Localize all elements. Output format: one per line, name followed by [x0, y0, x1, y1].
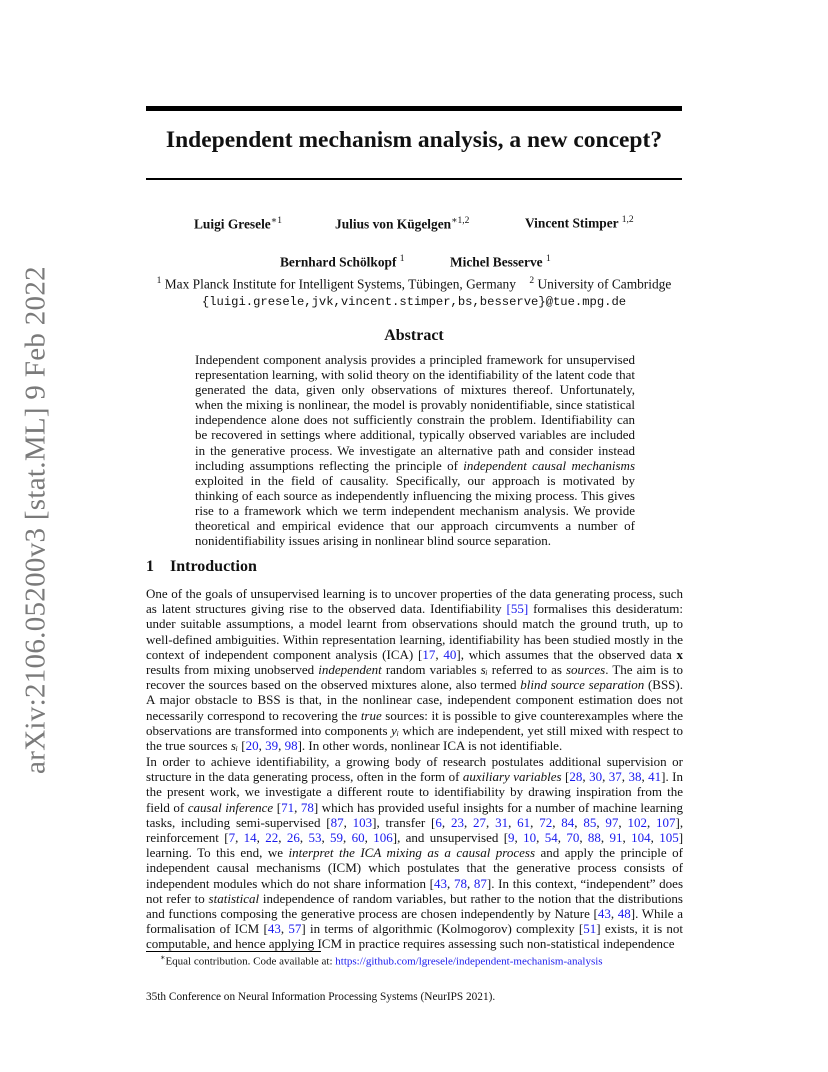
citation-link[interactable]: 14 — [243, 830, 257, 846]
venue-footer: 35th Conference on Neural Information Processing Systems (NeurIPS 2021). — [146, 991, 496, 1003]
citation-link[interactable]: 6 — [435, 814, 442, 830]
citation-link[interactable]: 59 — [330, 830, 344, 846]
emphasis-text: independent — [318, 662, 382, 678]
body-text: , — [530, 814, 540, 830]
emphasis-text: yᵢ — [391, 722, 399, 738]
code-link[interactable]: https://github.com/lgresele/independent-mechanism-analysis — [335, 955, 603, 968]
body-text: [ — [237, 738, 246, 754]
citation-link[interactable]: 22 — [265, 830, 279, 846]
citation-link[interactable]: 78 — [453, 875, 467, 891]
body-text: . The aim is to recover the sources based on the observed mixtures alone, also termed — [146, 662, 683, 693]
author-besserve: Michel Besserve $^1$ — [450, 254, 551, 270]
body-text: , — [650, 830, 660, 846]
citation-link[interactable]: 30 — [589, 769, 603, 785]
body-text: , — [600, 830, 610, 846]
body-text: , — [343, 814, 353, 830]
body-text: , — [364, 830, 374, 846]
body-text: , — [579, 830, 588, 846]
body-text: which are independent, yet still mixed with respect to the true sources — [146, 722, 683, 754]
body-text: , — [466, 875, 474, 891]
citation-link[interactable]: 53 — [308, 830, 322, 846]
intro-paragraph-2 — [146, 754, 683, 952]
body-text: ], transfer [ — [372, 814, 436, 830]
body-text: , — [602, 769, 609, 785]
body-text: formalises this desideratum: under suitable assumptions, a model learnt from observations should match the ground truth, up to well-defined ambiguities. Within representation learning, identifiability has been studied mostly in the context of independent component analysis (ICA) [ — [146, 601, 683, 662]
citation-link[interactable]: 43 — [434, 875, 447, 891]
body-text: , — [596, 814, 606, 830]
body-text: , — [610, 906, 618, 922]
body-text: , — [441, 814, 451, 830]
emphasis-text: interpret the ICA mixing as a causal process — [288, 845, 536, 861]
body-text: ]. In other words, nonlinear ICA is not identifiable. — [297, 738, 563, 754]
body-text: , — [582, 769, 590, 785]
citation-link[interactable]: 43 — [597, 906, 611, 922]
bold-symbol: x — [676, 646, 684, 662]
citation-link[interactable]: 38 — [628, 769, 642, 785]
citation-link[interactable]: 37 — [608, 769, 622, 785]
title-rule-top — [146, 106, 682, 111]
body-text: ] which has provided useful insights for a number of machine learning tasks, including semi-supervised [ — [146, 799, 683, 830]
citation-link[interactable]: 51 — [583, 921, 597, 937]
body-text: ] in terms of algorithmic (Kolmogorov) complexity [ — [301, 921, 584, 937]
body-text: , — [235, 830, 244, 846]
citation-link[interactable]: 39 — [265, 738, 279, 754]
citation-link[interactable]: 87 — [473, 875, 487, 891]
author-scholkopf: Bernhard Schölkopf $^1$ — [280, 254, 405, 270]
citation-link[interactable]: 20 — [245, 738, 259, 754]
body-text: , — [574, 814, 584, 830]
citation-link[interactable]: 27 — [473, 814, 486, 830]
body-text: , — [536, 830, 545, 846]
citation-link[interactable]: 97 — [605, 814, 619, 830]
citation-link[interactable]: 48 — [617, 906, 631, 922]
body-text: (BSS). A major obstacle to BSS is that, in the nonlinear case, independent component estimation does not necessarily correspond to recovering the — [146, 677, 683, 723]
citation-link[interactable]: 54 — [544, 830, 558, 846]
body-text: referred to as — [487, 662, 566, 678]
author-gresele: Luigi Gresele$^{∗1}$ — [194, 216, 282, 232]
citation-link[interactable]: 88 — [587, 830, 601, 846]
citation-link[interactable]: 105 — [659, 830, 679, 846]
body-text: , — [618, 814, 628, 830]
body-text: , — [321, 830, 331, 846]
author-von-kugelgen: Julius von Kügelgen$^{∗1,2}$ — [335, 216, 470, 232]
footnote: ∗Equal contribution. Code available at: https://github.com/lgresele/independent-mechanism-analysis — [160, 953, 603, 968]
body-text: , — [278, 830, 287, 846]
abstract-heading: Abstract — [384, 327, 444, 344]
citation-link[interactable]: 78 — [300, 799, 314, 815]
citation-link[interactable]: 71 — [281, 799, 295, 815]
body-text: In order to achieve identifiability, a growing body of research postulates additional supervision or structure in the data generating process, often in the form of — [146, 754, 683, 785]
body-text: ], which assumes that the observed data — [456, 646, 677, 662]
body-text: ] exists, it is not computable, and hence applying ICM in practice requires assessing such non-statistical independence — [146, 921, 684, 952]
abstract-text: Independent component analysis provides a principled framework for unsupervised representation learning, with solid theory on the identifiability of the latent code that generated the data, given only observations of mixtures thereof. Unfortunately, when the mixing is nonlinear, the model is provably nonidentifiable, since statistical independence alone does not sufficiently constrain the problem. Identifiability can be recovered in settings where additional, typically observed variables are included in the generative process. We investigate an alternative path and consider instead including assumptions reflecting the principle of independent causal mechanisms exploited in the field of causality. Specifically, our approach is motivated by thinking of each source as independently influencing the mixing process. This gives rise to a framework which we term independent mechanism analysis. We provide theoretical and empirical evidence that our approach circumvents a number of nonidentifiability issues arising in nonlinear blind source separation. — [195, 352, 636, 549]
citation-link[interactable]: 87 — [330, 814, 344, 830]
emphasis-text: sᵢ — [230, 738, 238, 754]
title-rule-bottom — [146, 178, 682, 180]
emphasis-text: statistical — [208, 890, 260, 906]
body-text: , — [622, 830, 632, 846]
body-text: ]. In the present work, we investigate a different route to identifiability by drawing inspiration from the field of — [146, 769, 683, 815]
citation-link[interactable]: 70 — [566, 830, 580, 846]
body-text: , — [514, 830, 524, 846]
body-text: [ — [273, 799, 282, 815]
citation-link[interactable]: 85 — [583, 814, 597, 830]
intro-paragraph-1 — [146, 586, 683, 753]
body-text: , — [463, 814, 473, 830]
body-text: , — [646, 814, 656, 830]
body-text: , — [435, 646, 444, 662]
body-text: , — [343, 830, 352, 846]
body-text: independence of random variables, but rather to the notion that the distributions and functions composing the generative process are chosen independently by Nature [ — [146, 890, 683, 922]
emphasis-text: sᵢ — [480, 662, 488, 678]
citation-link[interactable]: 10 — [523, 830, 537, 846]
citation-link[interactable]: 91 — [609, 830, 623, 846]
emphasis-text: sources — [566, 662, 606, 678]
citation-link[interactable]: 84 — [561, 814, 575, 830]
citation-link[interactable]: 107 — [656, 814, 676, 830]
body-text: results from mixing unobserved — [146, 662, 319, 678]
body-text: , — [557, 830, 567, 846]
footnote-rule — [146, 951, 321, 952]
citation-link[interactable]: 102 — [627, 814, 647, 830]
author-emails: {luigi.gresele,jvk,vincent.stimper,bs,besserve}@tue.mpg.de — [201, 295, 627, 309]
citation-link[interactable]: 7 — [228, 830, 236, 846]
citation-link[interactable]: 103 — [352, 814, 373, 830]
citation-link[interactable]: 106 — [373, 830, 393, 846]
body-text: , — [299, 830, 309, 846]
body-text: One of the goals of unsupervised learning is to uncover properties of the data generating process, such as latent structures giving rise to the observed data. Identifiability — [146, 586, 683, 617]
emphasis-text: causal inference — [187, 799, 274, 815]
citation-link[interactable]: 43 — [267, 921, 281, 937]
emphasis-text: auxiliary variables — [462, 769, 562, 785]
citation-link[interactable]: 31 — [495, 814, 509, 830]
emphasis-text: blind source separation — [520, 677, 645, 693]
arxiv-identifier: arXiv:2106.05200v3 [stat.ML] 9 Feb 2022 — [19, 266, 52, 774]
body-text: ]. In this context, “independent” does not refer to — [146, 875, 684, 906]
body-text: , — [256, 830, 266, 846]
citation-link[interactable]: 26 — [286, 830, 300, 846]
body-text: sources: it is possible to give counterexamples where the observations are transformed into components — [146, 707, 683, 738]
emphasis-text: true — [360, 707, 382, 723]
body-text: , — [486, 814, 496, 830]
body-text: , — [278, 738, 285, 754]
citation-link[interactable]: 98 — [284, 738, 298, 754]
citation-link[interactable]: 40 — [443, 646, 457, 662]
citation-link[interactable]: 28 — [569, 769, 583, 785]
author-stimper: Vincent Stimper $^{1,2}$ — [525, 215, 634, 231]
body-text: , — [621, 769, 629, 785]
body-text: and apply the principle of independent causal mechanisms (ICM) which postulates that the generative process consists of independent modules which do not share information [ — [146, 845, 683, 891]
paper-title: Independent mechanism analysis, a new concept? — [165, 127, 663, 153]
body-text: , — [294, 799, 301, 815]
body-text: [ — [561, 769, 570, 785]
citation-link[interactable]: 23 — [450, 814, 464, 830]
citation-link[interactable]: 41 — [648, 769, 662, 785]
citation-link[interactable]: 61 — [517, 814, 531, 830]
body-text: , — [258, 738, 266, 754]
citation-link[interactable]: 72 — [539, 814, 553, 830]
body-text: ], reinforcement [ — [146, 814, 684, 846]
affiliations: $^1$ Max Planck Institute for Intelligent Systems, Tübingen, Germany $^2$ University of Cambridge — [156, 276, 672, 292]
body-text: random variables — [381, 662, 481, 678]
body-text: , — [508, 814, 518, 830]
citation-link[interactable]: 57 — [288, 921, 302, 937]
body-text: , — [280, 921, 289, 937]
body-text: , — [447, 875, 454, 891]
body-text: , — [641, 769, 649, 785]
citation-link[interactable]: 60 — [351, 830, 365, 846]
citation-link[interactable]: 104 — [631, 830, 651, 846]
citation-link[interactable]: 9 — [508, 830, 515, 846]
section-heading-introduction: 1 Introduction — [146, 558, 257, 575]
body-text: ]. While a formalisation of ICM [ — [146, 906, 683, 937]
body-text: ], and unsupervised [ — [392, 830, 509, 846]
citation-link[interactable]: 17 — [422, 646, 436, 662]
body-text: ] learning. To this end, we — [146, 830, 684, 861]
citation-link[interactable]: [55] — [506, 601, 529, 617]
body-text: , — [552, 814, 562, 830]
